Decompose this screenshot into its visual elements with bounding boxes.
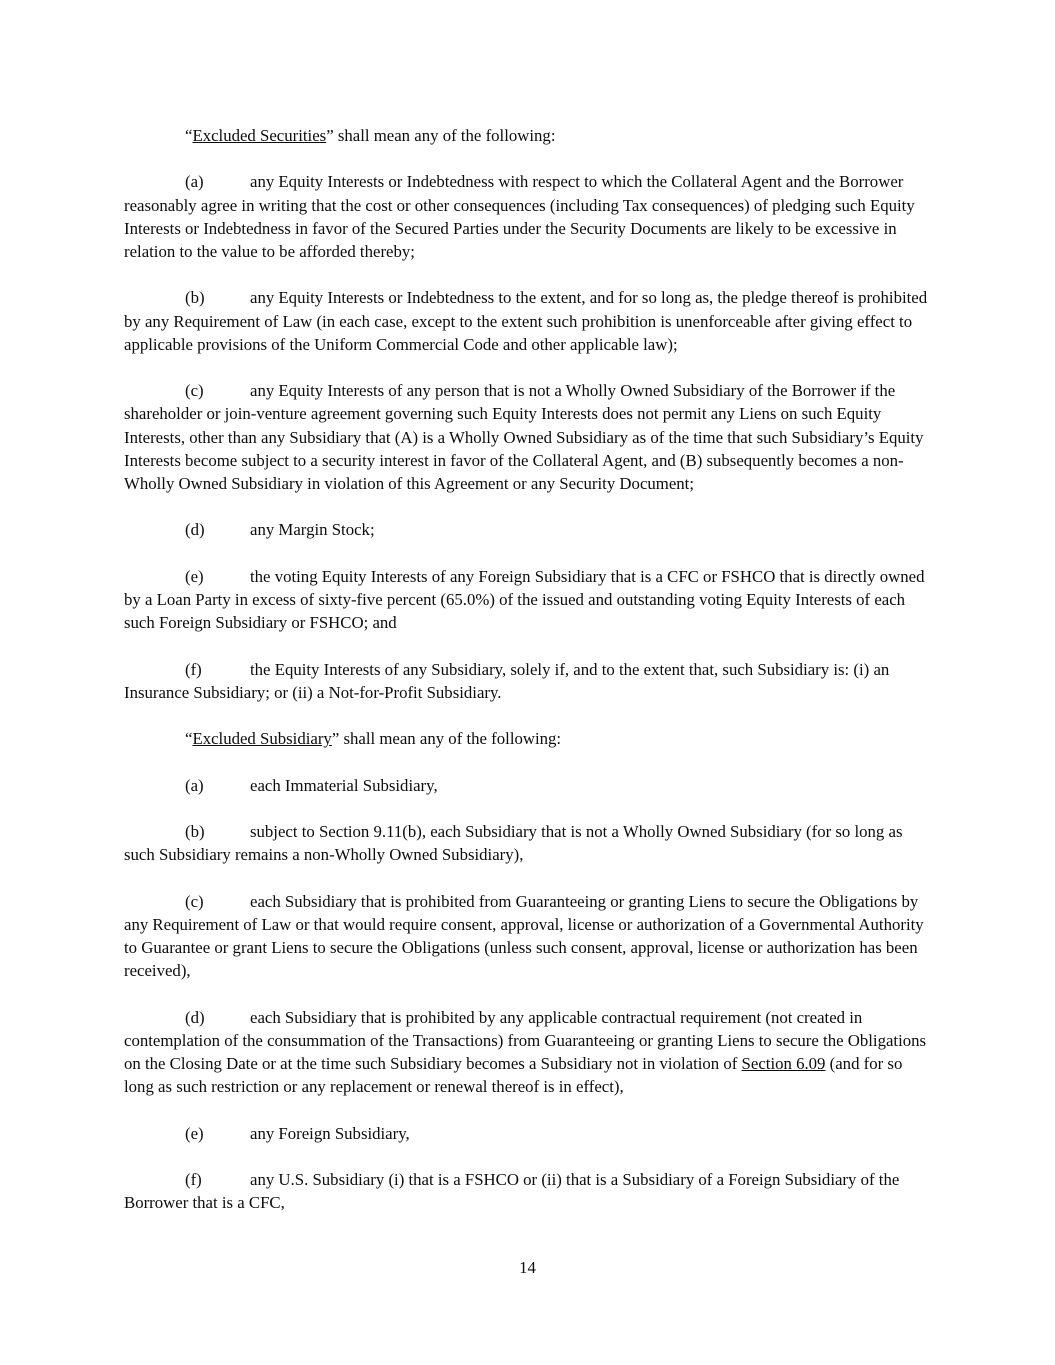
item-text: any Equity Interests or Indebtedness with respect to which the Collateral Agent and the Borrower reasonably agree in writing that the cost or other consequences (including Tax consequences) of pledging such Equity Interests or Indebtedness in favor of the Secured Parties under the Security Documents are likely to be excessive in relation to the value to be afforded thereby; — [124, 172, 915, 261]
item-text: each Subsidiary that is prohibited by any applicable contractual requirement (not created in contemplation of the consummation of the Transactions) from Guaranteeing or granting Liens to secure the Obligations on the Closing Date or at the time such Subsidiary becomes a Subsidiary not in violation of — [124, 1007, 927, 1073]
list-item — [124, 1168, 932, 1214]
lead-text: ” shall mean any of the following: — [331, 729, 562, 749]
item-text: subject to Section 9.11(b), each Subsidiary that is not a Wholly Owned Subsidiary (for so long as such Subsidiary remains a non-Wholly Owned Subsidiary), — [124, 821, 903, 865]
item-label: (c) — [185, 891, 204, 911]
lead-text: ” shall mean any of the following: — [326, 126, 556, 145]
list-item — [124, 565, 932, 635]
item-text: any U.S. Subsidiary (i) that is a FSHCO or (ii) that is a Subsidiary of a Foreign Subsidiary of the Borrower that is a CFC, — [124, 1169, 900, 1213]
page-number: 14 — [519, 1258, 536, 1277]
list-item — [124, 1006, 932, 1099]
definition-excluded-subsidiary — [124, 727, 932, 1214]
item-text: any Equity Interests of any person that is not a Wholly Owned Subsidiary of the Borrower if the shareholder or join-venture agreement governing such Equity Interests does not permit any Liens on such Equity Interests, other than any Subsidiary that (A) is a Wholly Owned Subsidiary as of the time that such Subsidiary’s Equity Interests become subject to a security interest in favor of the Collateral Agent, and (B) subsequently becomes a non-Wholly Owned Subsidiary in violation of this Agreement or any Security Document; — [124, 381, 924, 493]
definition-lead — [124, 727, 932, 750]
item-label: (f) — [185, 1169, 202, 1189]
item-text: any Equity Interests or Indebtedness to the extent, and for so long as, the pledge thereof is prohibited by any Requirement of Law (in each case, except to the extent such prohibition is unenforceable after giving effect to applicable provisions of the Uniform Commercial Code and other applicable law); — [124, 288, 928, 354]
item-label: (e) — [185, 566, 204, 586]
item-label: (f) — [185, 659, 202, 679]
list-item — [124, 379, 932, 495]
list-item — [124, 658, 932, 704]
list-item — [124, 890, 932, 983]
item-text: the voting Equity Interests of any Foreign Subsidiary that is a CFC or FSHCO that is directly owned by a Loan Party in excess of sixty-five percent (65.0%) of the issued and outstanding voting Equity Interests of each such Foreign Subsidiary or FSHCO; and — [124, 566, 925, 633]
item-text: (and for so long as such restriction or any replacement or renewal thereof is in effect), — [124, 1053, 903, 1097]
item-label: (b) — [185, 821, 205, 841]
item-text: each Immaterial Subsidiary, — [250, 775, 438, 795]
item-label: (c) — [185, 381, 204, 401]
open-quote: “ — [185, 126, 193, 145]
item-text: the Equity Interests of any Subsidiary, solely if, and to the extent that, such Subsidiary is: (i) an Insurance Subsidiary; or (ii) a Not-for-Profit Subsidiary. — [124, 659, 890, 702]
item-text: each Subsidiary that is prohibited from Guaranteeing or granting Liens to secure the Obligations by any Requirement of Law or that would require consent, approval, license or authorization of a Governmental Authority to Guarantee or grant Liens to secure the Obligations (unless such consent, approval, license or authorization has been received), — [124, 891, 924, 981]
list-item — [124, 774, 932, 797]
open-quote: “ — [185, 729, 193, 749]
item-label: (d) — [185, 1007, 205, 1027]
item-label: (d) — [185, 520, 205, 540]
defined-term: Excluded Subsidiary — [192, 729, 332, 749]
item-label: (a) — [185, 775, 204, 795]
section-link[interactable]: Section 6.09 — [741, 1053, 826, 1073]
list-item — [124, 170, 932, 263]
defined-term: Excluded Securities — [192, 126, 327, 145]
item-label: (e) — [185, 1123, 204, 1143]
item-label: (b) — [185, 288, 205, 308]
item-text: any Foreign Subsidiary, — [250, 1123, 410, 1143]
page-content — [124, 124, 932, 1238]
definition-excluded-securities — [124, 124, 932, 704]
definition-lead — [124, 124, 932, 147]
item-text: any Margin Stock; — [250, 520, 375, 540]
item-label: (a) — [185, 172, 204, 192]
list-item — [124, 1122, 932, 1145]
list-item — [124, 518, 932, 541]
list-item — [124, 820, 932, 866]
list-item — [124, 286, 932, 356]
